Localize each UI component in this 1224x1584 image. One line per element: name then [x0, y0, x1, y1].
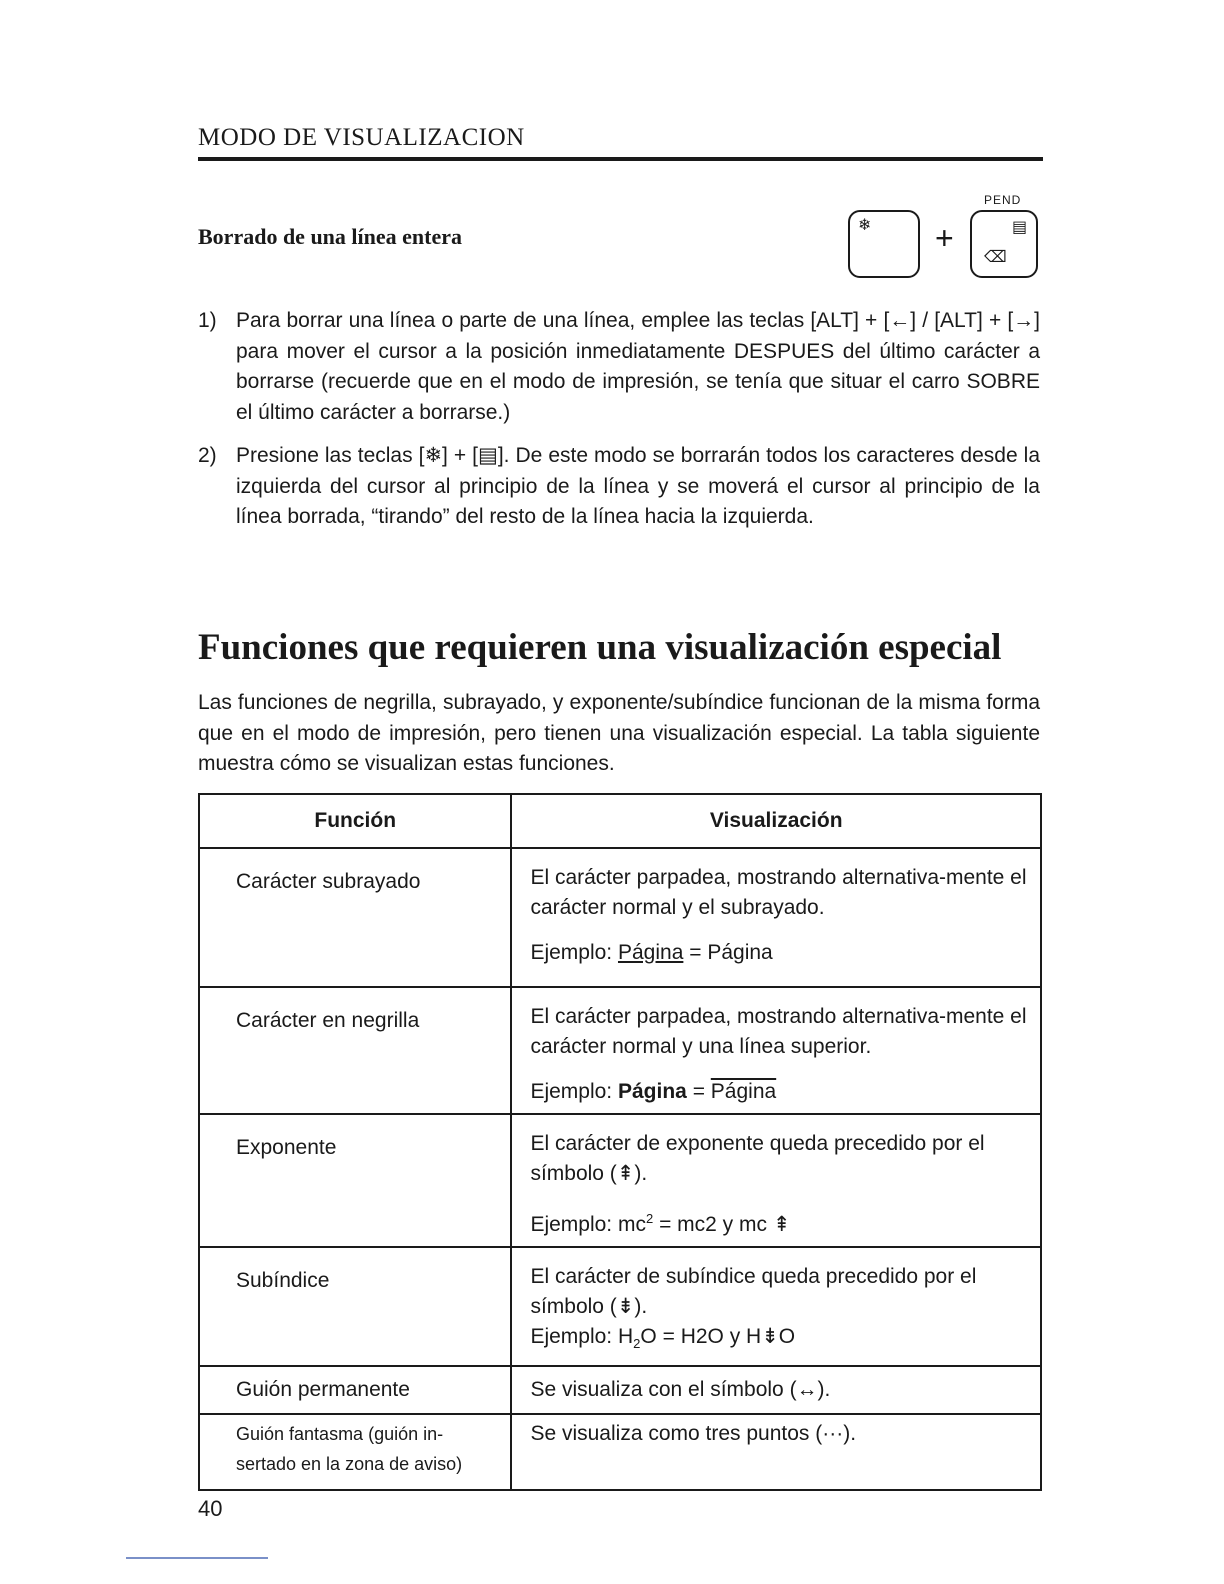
display-cell [511, 1366, 1041, 1414]
example-superscript: 2 [645, 1211, 654, 1226]
display-description: El carácter de exponente queda precedido por el símbolo (⇞). [530, 1132, 985, 1185]
display-example [530, 1204, 1028, 1240]
step-1-text: Para borrar una línea o parte de una línea, emplee las teclas [ALT] + [←] / [ALT] + [→] para mover el cursor a la posición inmediatamente DESPUES del último carácter a borrarse (recuerde que en el modo de impresión, se tenía que situar el carro SOBRE el último carácter a borrarse.) [236, 309, 1040, 424]
example-base: H [617, 1325, 634, 1348]
step-1 [198, 306, 1040, 428]
step-2 [198, 441, 1040, 533]
delete-key-icon [970, 210, 1038, 278]
example-label: Ejemplo: [530, 941, 613, 964]
example-base: mc [617, 1213, 646, 1236]
display-cell [511, 1414, 1041, 1490]
example-equals: = [692, 1080, 705, 1103]
example-word-underlined: Página [617, 941, 684, 964]
example-result: H2O y H⇟O [680, 1325, 796, 1348]
code-key-icon [848, 210, 920, 278]
display-cell [511, 1247, 1041, 1366]
function-cell: Guión fantasma (guión in-sertado en la zona de aviso) [199, 1414, 511, 1490]
example-label: Ejemplo: [530, 1080, 613, 1103]
example-subscript: 2 [633, 1336, 641, 1352]
example-word-bold: Página [617, 1080, 687, 1103]
example-equals: = [689, 941, 702, 964]
display-description: Se visualiza como tres puntos (···). [530, 1422, 857, 1446]
step-2-text: Presione las teclas [❄] + [▤]. De este modo se borrarán todos los caracteres desde la izquierda del cursor al principio de la línea y se moverá el cursor al principio de la línea borrada, “tirando” del resto de la línea hacia la izquierda. [236, 444, 1040, 528]
display-description: Se visualiza con el símbolo (↔). [530, 1378, 831, 1402]
display-cell [511, 848, 1041, 987]
display-description: El carácter parpadea, mostrando alternativa-mente el carácter normal y una línea superior. [530, 1005, 1027, 1058]
backspace-icon: ⌫ [984, 249, 1007, 266]
step-1-number: 1) [198, 309, 217, 332]
display-example [530, 1322, 1028, 1359]
example-tail: O [640, 1325, 657, 1348]
bottom-link-line [126, 1557, 268, 1559]
display-cell [511, 1114, 1041, 1247]
subheading-borrado: Borrado de una línea entera [198, 224, 462, 249]
example-label: Ejemplo: [530, 1213, 613, 1236]
function-cell: Subíndice [199, 1247, 511, 1366]
example-label: Ejemplo: [530, 1325, 613, 1348]
table-header-row [199, 794, 1041, 848]
header-rule [198, 157, 1043, 161]
function-cell: Carácter subrayado [199, 848, 511, 987]
display-example [530, 938, 1028, 968]
section-title: Funciones que requieren una visualización especial [198, 627, 1002, 668]
table-row [199, 1366, 1041, 1414]
table-row [199, 987, 1041, 1114]
display-description: El carácter de subíndice queda precedido por el símbolo (⇟). [530, 1265, 977, 1318]
plus-sign: + [935, 220, 954, 256]
pend-label: PEND [984, 193, 1022, 207]
table-row [199, 1114, 1041, 1247]
functions-table [198, 793, 1042, 1491]
table-row [199, 848, 1041, 987]
example-equals: = [659, 1213, 672, 1236]
snowflake-icon: ❄ [858, 217, 872, 234]
table-row [199, 1247, 1041, 1366]
header-function: Función [199, 794, 511, 848]
section-intro: Las funciones de negrilla, subrayado, y exponente/subíndice funcionan de la misma forma que en el modo de impresión, pero tienen una visualización especial. La tabla siguiente muestra cómo se visualizan estas funciones. [198, 691, 1040, 775]
header-display: Visualización [511, 794, 1041, 848]
table-row [199, 1414, 1041, 1490]
page-number: 40 [198, 1496, 223, 1521]
example-equals: = [662, 1325, 675, 1348]
running-header: MODO DE VISUALIZACION [198, 124, 525, 151]
step-2-number: 2) [198, 444, 217, 467]
display-description: El carácter parpadea, mostrando alternativa-mente el carácter normal y el subrayado. [530, 866, 1027, 919]
example-result: Página [707, 941, 773, 964]
example-result-overlined: Página [710, 1080, 777, 1103]
display-cell [511, 987, 1041, 1114]
line-icon: ▤ [1012, 219, 1028, 236]
display-example [530, 1077, 1028, 1107]
function-cell: Carácter en negrilla [199, 987, 511, 1114]
function-cell: Guión permanente [199, 1366, 511, 1414]
function-cell: Exponente [199, 1114, 511, 1247]
example-result: mc2 y mc ⇞ [677, 1213, 791, 1236]
